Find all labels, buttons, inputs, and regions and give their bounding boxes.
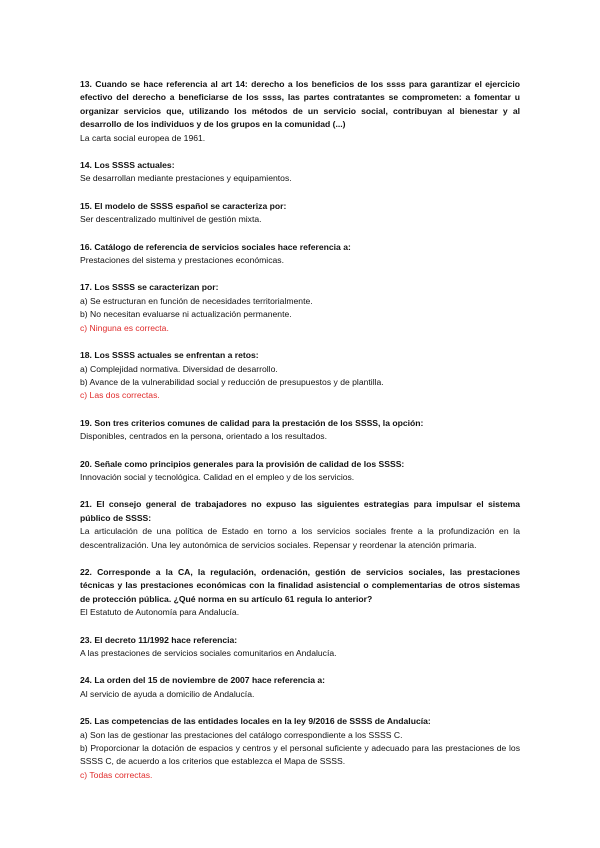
question-25: [80, 715, 520, 782]
question-title: 23. El decreto 11/1992 hace referencia:: [80, 634, 238, 645]
question-title: 21. El consejo general de trabajadores no expuso las siguientes estrategias para impulsar el sistema público de SSSS:: [80, 499, 520, 523]
question-14: [80, 159, 520, 186]
question-title: 19. Son tres criterios comunes de calidad para la prestación de los SSSS, la opción:: [80, 417, 424, 428]
question-title: 16. Catálogo de referencia de servicios sociales hace referencia a:: [80, 241, 351, 252]
answer: La carta social europea de 1961.: [80, 132, 206, 143]
question-title: 17. Los SSSS se caracterizan por:: [80, 282, 219, 293]
answer-option-a: a) Son las de gestionar las prestaciones del catálogo correspondiente a los SSSS C.: [80, 729, 403, 740]
answer-option-a: a) Se estructuran en función de necesidades territorialmente.: [80, 295, 313, 306]
question-17: [80, 281, 520, 335]
answer: El Estatuto de Autonomía para Andalucía.: [80, 607, 240, 618]
answer: Al servicio de ayuda a domicilio de Andalucía.: [80, 688, 255, 699]
answer: Se desarrollan mediante prestaciones y equipamientos.: [80, 173, 292, 184]
answer: La articulación de una política de Estado en torno a los servicios sociales frente a la profundización en la descentralización. Una ley autonómica de servicios sociales. Repensar y reordenar la atención primaria.: [80, 526, 520, 550]
question-21: [80, 498, 520, 552]
answer-option-c-correct: c) Las dos correctas.: [80, 390, 160, 401]
answer: Disponibles, centrados en la persona, orientado a los resultados.: [80, 431, 327, 442]
question-20: [80, 458, 520, 485]
question-title: 14. Los SSSS actuales:: [80, 160, 175, 171]
question-title: 20. Señale como principios generales para la provisión de calidad de los SSSS:: [80, 458, 405, 469]
question-24: [80, 674, 520, 701]
question-title: 24. La orden del 15 de noviembre de 2007 hace referencia a:: [80, 675, 326, 686]
answer-option-a: a) Complejidad normativa. Diversidad de desarrollo.: [80, 363, 278, 374]
question-18: [80, 349, 520, 403]
answer: Innovación social y tecnológica. Calidad en el empleo y de los servicios.: [80, 471, 355, 482]
answer: A las prestaciones de servicios sociales comunitarios en Andalucía.: [80, 648, 337, 658]
question-16: [80, 241, 520, 268]
answer-option-c-correct: c) Todas correctas.: [80, 769, 153, 780]
question-19: [80, 417, 520, 444]
question-22: [80, 566, 520, 620]
answer-option-b: b) Avance de la vulnerabilidad social y reducción de presupuestos y de plantilla.: [80, 376, 384, 387]
question-15: [80, 200, 520, 227]
question-title: 22. Corresponde a la CA, la regulación, ordenación, gestión de servicios sociales, las prestaciones técnicas y las prestaciones económicas con la finalidad asistencial o complementarias de otros sistemas de protección pública. ¿Qué norma en su artículo 61 regula lo anterior?: [80, 566, 520, 604]
answer-option-b: b) Proporcionar la dotación de espacios y centros y el personal suficiente y adecuado para las prestaciones de los SSSS C, de acuerdo a los criterios que establezca el Mapa de SSSS.: [80, 743, 520, 767]
question-title: 25. Las competencias de las entidades locales en la ley 9/2016 de SSSS de Andalucía:: [80, 716, 431, 727]
answer: Prestaciones del sistema y prestaciones económicas.: [80, 255, 284, 266]
question-23: [80, 634, 520, 661]
document-page: [80, 78, 520, 796]
question-title: 18. Los SSSS actuales se enfrentan a retos:: [80, 350, 259, 361]
answer-option-b: b) No necesitan evaluarse ni actualización permanente.: [80, 309, 292, 320]
question-title: 13. Cuando se hace referencia al art 14: derecho a los beneficios de los ssss para garantizar el ejercicio efectivo del derecho a beneficiarse de los ssss, las partes contratantes se comprometen: a fomentar u organizar servicios que, utilizando los métodos de un servicio social, contribuyan al bienestar y al desarrollo de los individuos y de los grupos en la comunidad (...): [80, 79, 520, 130]
answer: Ser descentralizado multinivel de gestión mixta.: [80, 214, 262, 225]
question-title: 15. El modelo de SSSS español se caracteriza por:: [80, 200, 287, 211]
question-13: [80, 78, 520, 145]
answer-option-c-correct: c) Ninguna es correcta.: [80, 322, 169, 333]
